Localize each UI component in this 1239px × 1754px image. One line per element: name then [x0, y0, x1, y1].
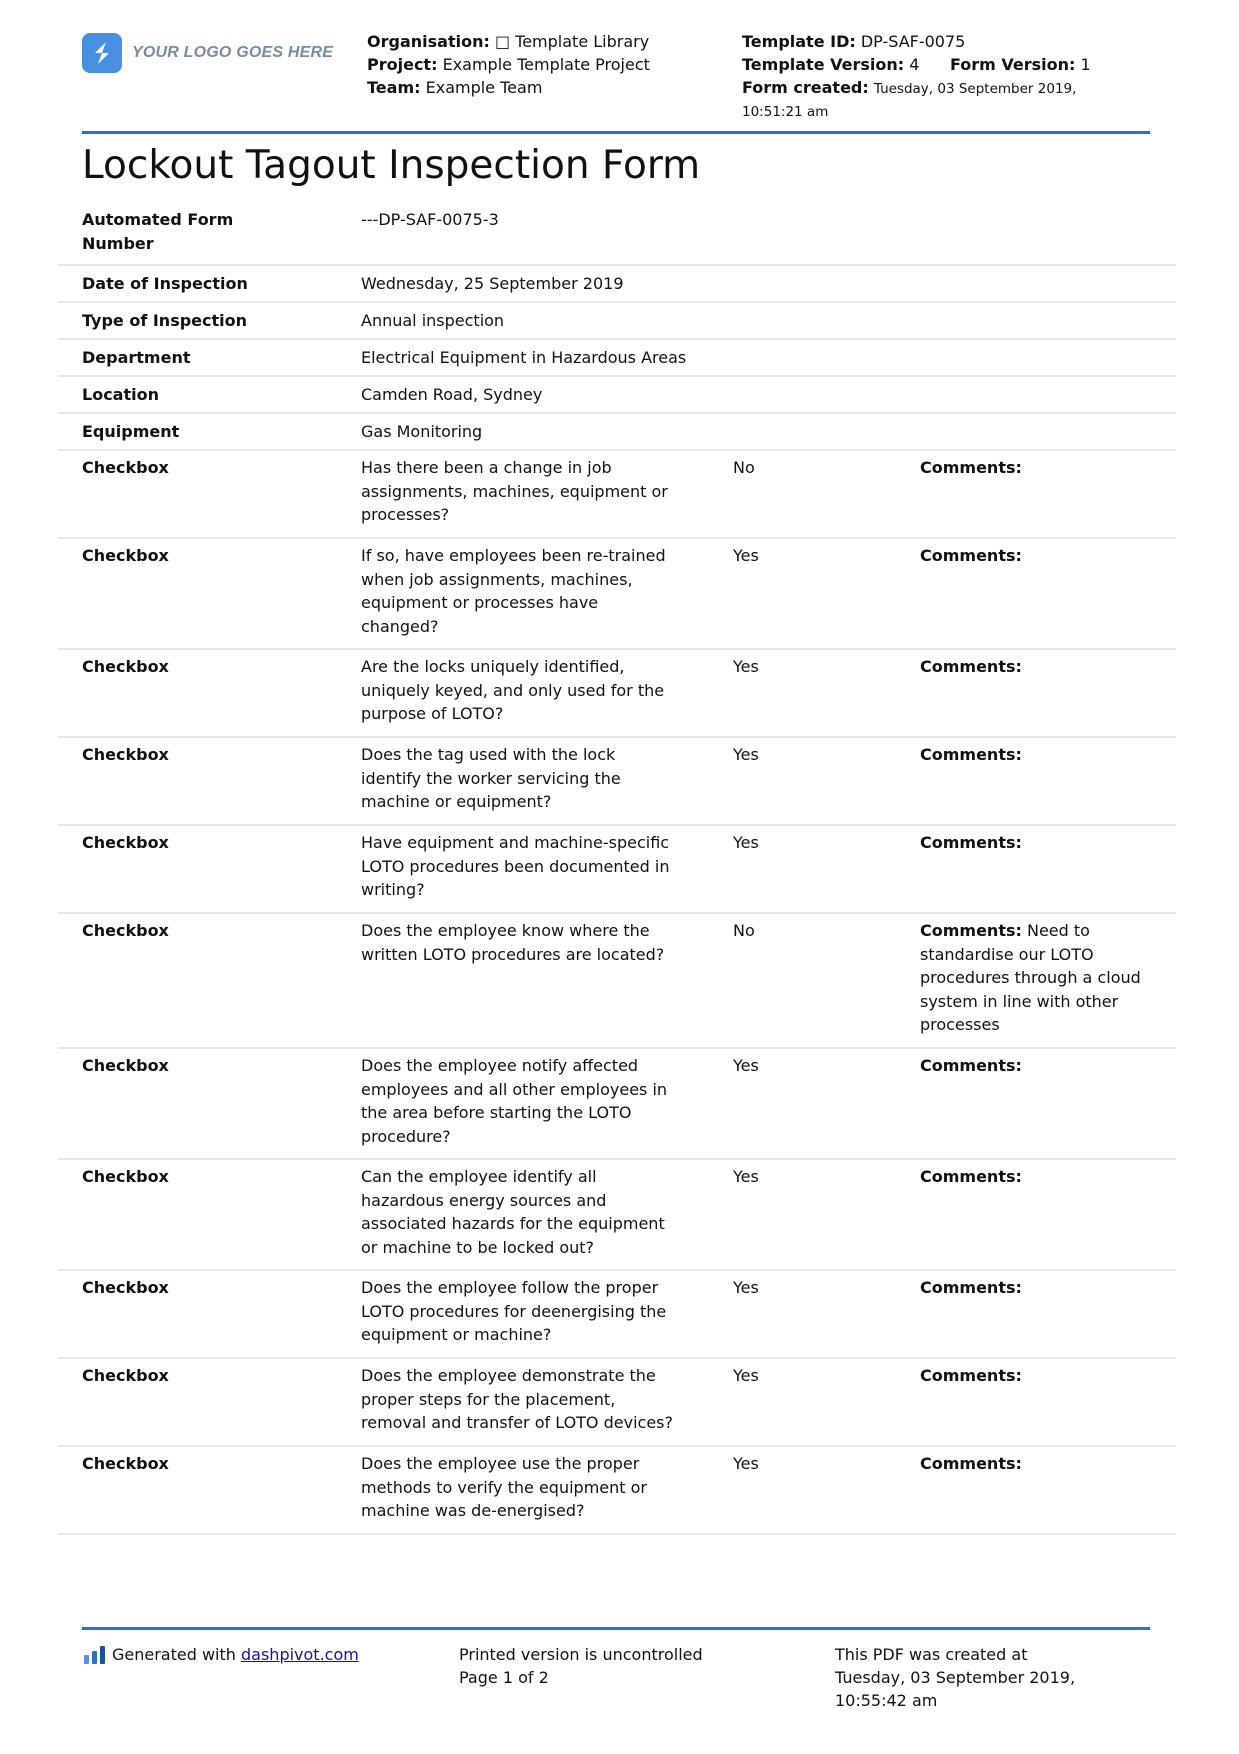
check-label: Checkbox: [82, 921, 169, 940]
team-label: Team:: [367, 78, 421, 97]
check-comments: [920, 743, 1170, 767]
question-line: Have equipment and machine-specific: [361, 833, 670, 852]
organisation-label: Organisation:: [367, 32, 490, 51]
field-value: Wednesday, 25 September 2019: [361, 274, 624, 293]
check-question: [361, 456, 691, 527]
form-version-value: 1: [1080, 55, 1091, 74]
check-comments: [920, 1165, 1170, 1189]
question-line: uniquely keyed, and only used for the: [361, 680, 665, 700]
footer-generated: [84, 1643, 359, 1666]
field-value: ---DP-SAF-0075-3: [361, 210, 499, 229]
field-row-location: [58, 377, 1176, 414]
check-question: [361, 655, 691, 726]
question-line: LOTO procedures for deenergising the: [361, 1301, 667, 1321]
generated-prefix: Generated with: [112, 1645, 241, 1664]
comment-line: [920, 456, 1170, 480]
question-line: If so, have employees been re-trained: [361, 546, 666, 565]
question-line: Does the employee follow the proper: [361, 1278, 659, 1297]
check-label: Checkbox: [82, 657, 169, 676]
check-label: Checkbox: [82, 1454, 169, 1473]
check-row: [58, 1447, 1176, 1535]
check-answer: Yes: [733, 1167, 759, 1186]
page-number: Page 1 of 2: [459, 1668, 549, 1687]
comment-line: [920, 1054, 1170, 1078]
project-label: Project:: [367, 55, 438, 74]
check-answer: Yes: [733, 745, 759, 764]
check-label: Checkbox: [82, 546, 169, 565]
check-question: [361, 1165, 691, 1259]
page-title: Lockout Tagout Inspection Form: [82, 143, 701, 188]
question-line: methods to verify the equipment or: [361, 1477, 647, 1497]
footer-created-info: [835, 1643, 1075, 1712]
question-line: Does the tag used with the lock: [361, 745, 616, 764]
check-label: Checkbox: [82, 1278, 169, 1297]
comment-line: [920, 1364, 1170, 1388]
check-question: [361, 1054, 691, 1148]
question-line: changed?: [361, 616, 439, 636]
template-version-label: Template Version:: [742, 55, 905, 74]
check-row: [58, 451, 1176, 539]
check-question: [361, 1364, 691, 1435]
check-answer: Yes: [733, 1454, 759, 1473]
comments-label: Comments:: [920, 1454, 1022, 1473]
question-line: when job assignments, machines,: [361, 569, 633, 589]
check-answer: Yes: [733, 1366, 759, 1385]
template-id-value: DP-SAF-0075: [860, 32, 966, 51]
question-line: equipment or processes have: [361, 593, 599, 612]
question-line: Can the employee identify all: [361, 1167, 597, 1186]
comments-label: Comments:: [920, 921, 1022, 940]
checks-list: [58, 451, 1176, 1535]
comment-line: system in line with other: [920, 991, 1119, 1011]
check-question: [361, 743, 691, 814]
logo-text: YOUR LOGO GOES HERE: [132, 44, 334, 61]
template-version-value: 4: [909, 55, 920, 74]
header-template-info: [742, 30, 1091, 124]
check-label: Checkbox: [82, 1167, 169, 1186]
check-answer: Yes: [733, 833, 759, 852]
form-created-date: Tuesday, 03 September 2019,: [873, 81, 1077, 97]
footer-print-info: [459, 1643, 703, 1689]
field-row-department: [58, 340, 1176, 377]
check-row: [58, 738, 1176, 826]
comment-line: [920, 831, 1170, 855]
field-label: Department: [82, 348, 191, 367]
field-label: Date of Inspection: [82, 274, 248, 293]
check-label: Checkbox: [82, 458, 169, 477]
question-line: removal and transfer of LOTO devices?: [361, 1413, 673, 1432]
question-line: identify the worker servicing the: [361, 768, 621, 788]
team-value: Example Team: [425, 78, 543, 97]
pdf-created-date: Tuesday, 03 September 2019,: [835, 1668, 1076, 1687]
comments-label: Comments:: [920, 833, 1022, 852]
check-comments: [920, 1452, 1170, 1476]
form-created-label: Form created:: [742, 78, 869, 97]
comment-text: Need to: [1026, 921, 1090, 940]
field-row-equipment: [58, 414, 1176, 451]
check-question: [361, 919, 691, 966]
dashpivot-link[interactable]: dashpivot.com: [241, 1645, 359, 1664]
comments-label: Comments:: [920, 1056, 1022, 1075]
field-value: Gas Monitoring: [361, 422, 483, 441]
comment-line: standardise our LOTO: [920, 944, 1094, 964]
question-line: Are the locks uniquely identified,: [361, 657, 625, 676]
check-comments: [920, 456, 1170, 480]
check-comments: [920, 655, 1170, 679]
question-line: Has there been a change in job: [361, 458, 612, 477]
comments-label: Comments:: [920, 657, 1022, 676]
field-label: Location: [82, 385, 159, 404]
form-created-time: 10:51:21 am: [742, 104, 829, 120]
question-line: equipment or machine?: [361, 1325, 552, 1344]
field-row-type: [58, 303, 1176, 340]
check-comments: [920, 1054, 1170, 1078]
check-row: [58, 1359, 1176, 1447]
question-line: Does the employee demonstrate the: [361, 1366, 656, 1385]
field-label-line: Automated Form: [82, 210, 234, 229]
question-line: machine or equipment?: [361, 792, 552, 811]
form-version-label: Form Version:: [949, 55, 1076, 74]
field-row-form-number: [58, 206, 1176, 266]
field-label: Type of Inspection: [82, 311, 248, 330]
printed-notice: Printed version is uncontrolled: [459, 1645, 703, 1664]
template-id-label: Template ID:: [742, 32, 856, 51]
question-line: Does the employee notify affected: [361, 1056, 639, 1075]
question-line: employees and all other employees in: [361, 1079, 668, 1099]
field-row-date: [58, 266, 1176, 303]
check-row: [58, 650, 1176, 738]
inspection-form: [58, 206, 1176, 1535]
question-line: proper steps for the placement,: [361, 1389, 616, 1409]
check-comments: [920, 919, 1170, 1037]
comment-line: [920, 1276, 1170, 1300]
check-answer: Yes: [733, 546, 759, 565]
check-row: [58, 826, 1176, 914]
question-line: writing?: [361, 880, 425, 899]
comments-label: Comments:: [920, 1278, 1022, 1297]
check-row: [58, 1049, 1176, 1160]
bar-chart-icon: [84, 1645, 106, 1665]
comments-label: Comments:: [920, 1366, 1022, 1385]
field-value: Electrical Equipment in Hazardous Areas: [361, 348, 687, 367]
comment-line: [920, 743, 1170, 767]
field-value: Camden Road, Sydney: [361, 385, 543, 404]
check-row: [58, 1271, 1176, 1359]
comments-label: Comments:: [920, 458, 1022, 477]
comment-line: [920, 919, 1170, 943]
comment-line: [920, 1165, 1170, 1189]
pdf-created-label: This PDF was created at: [835, 1645, 1028, 1664]
check-answer: No: [733, 921, 755, 940]
check-row: [58, 914, 1176, 1049]
check-answer: Yes: [733, 1056, 759, 1075]
check-comments: [920, 831, 1170, 855]
organisation-value: □ Template Library: [494, 32, 650, 51]
check-answer: Yes: [733, 657, 759, 676]
comment-line: [920, 655, 1170, 679]
check-row: [58, 539, 1176, 650]
check-label: Checkbox: [82, 1366, 169, 1385]
question-line: or machine to be locked out?: [361, 1237, 595, 1257]
question-line: associated hazards for the equipment: [361, 1214, 665, 1233]
question-line: procedure?: [361, 1126, 451, 1146]
question-line: Does the employee use the proper: [361, 1454, 640, 1473]
check-label: Checkbox: [82, 745, 169, 764]
comment-line: [920, 544, 1170, 568]
field-value: Annual inspection: [361, 311, 505, 330]
header-divider: [82, 131, 1150, 134]
comment-line: [920, 1452, 1170, 1476]
check-question: [361, 544, 691, 638]
logo-mark-icon: [82, 33, 122, 73]
comments-label: Comments:: [920, 1167, 1022, 1186]
pdf-created-time: 10:55:42 am: [835, 1691, 938, 1710]
check-question: [361, 1276, 691, 1347]
question-line: processes?: [361, 505, 450, 524]
question-line: written LOTO procedures are located?: [361, 944, 665, 964]
question-line: the area before starting the LOTO: [361, 1103, 632, 1122]
question-line: Does the employee know where the: [361, 921, 650, 940]
check-label: Checkbox: [82, 1056, 169, 1075]
company-logo: [82, 33, 333, 73]
check-answer: Yes: [733, 1278, 759, 1297]
check-question: [361, 1452, 691, 1523]
comments-label: Comments:: [920, 546, 1022, 565]
comment-line: procedures through a cloud: [920, 968, 1141, 987]
check-comments: [920, 1364, 1170, 1388]
comments-label: Comments:: [920, 745, 1022, 764]
comment-line: processes: [920, 1015, 1000, 1034]
question-line: machine was de-energised?: [361, 1501, 585, 1520]
check-answer: No: [733, 458, 755, 477]
question-line: assignments, machines, equipment or: [361, 481, 668, 501]
check-comments: [920, 1276, 1170, 1300]
footer-divider: [82, 1627, 1150, 1630]
header-project-info: [367, 30, 650, 99]
check-row: [58, 1160, 1176, 1271]
field-label-line: Number: [82, 233, 154, 253]
question-line: hazardous energy sources and: [361, 1190, 607, 1210]
field-label: Equipment: [82, 422, 180, 441]
check-comments: [920, 544, 1170, 568]
check-question: [361, 831, 691, 902]
check-label: Checkbox: [82, 833, 169, 852]
question-line: purpose of LOTO?: [361, 704, 504, 723]
project-value: Example Template Project: [442, 55, 650, 74]
field-label: [82, 208, 233, 255]
question-line: LOTO procedures been documented in: [361, 856, 670, 876]
